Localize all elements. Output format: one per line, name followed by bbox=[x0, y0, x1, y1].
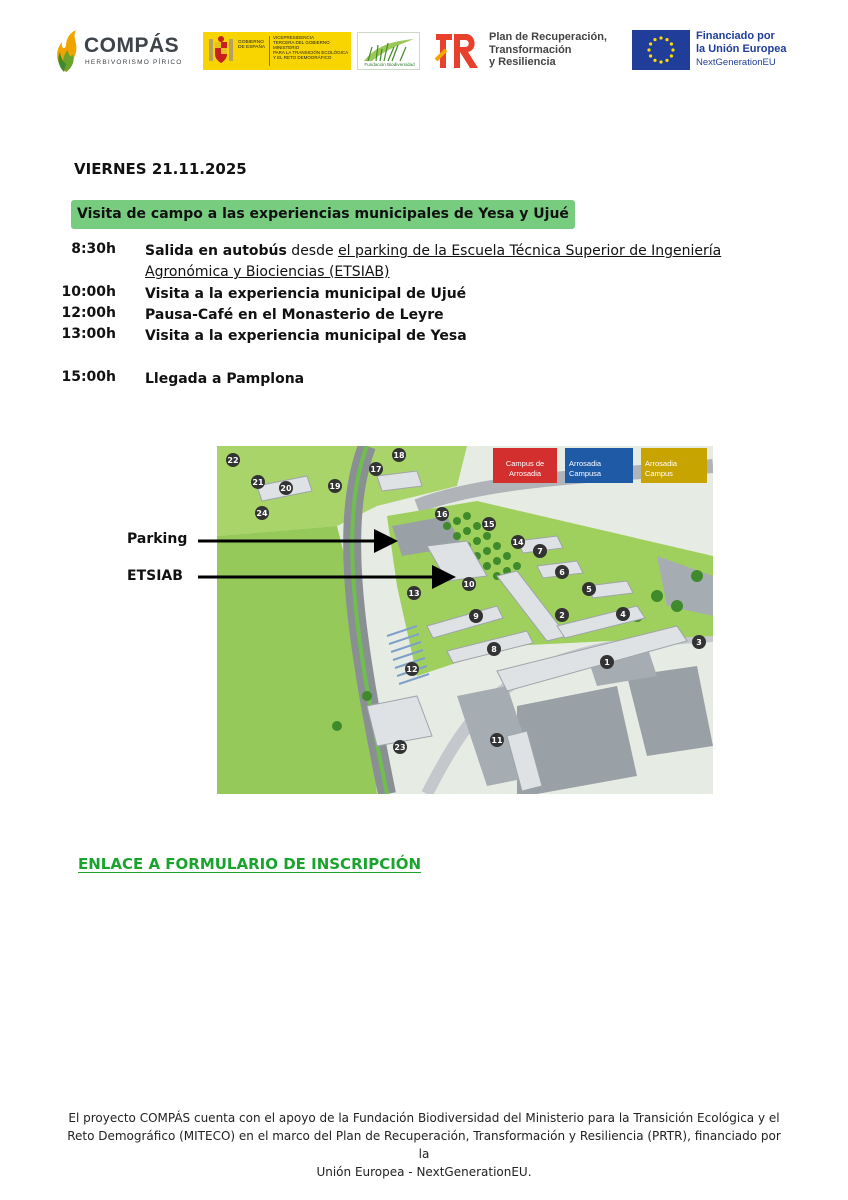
building-number: 20 bbox=[280, 484, 292, 493]
fundacion-label: Fundación Biodiversidad bbox=[364, 62, 415, 67]
schedule-desc bbox=[145, 284, 466, 305]
schedule-desc bbox=[145, 326, 467, 347]
prtr-r-icon bbox=[432, 30, 484, 72]
schedule-time: 13:00h bbox=[61, 326, 116, 342]
eu-line3: NextGenerationEU bbox=[696, 57, 776, 68]
building-number: 12 bbox=[406, 665, 418, 674]
eu-line1: Financiado por bbox=[696, 30, 775, 42]
ministerio-line: MINISTERIO bbox=[273, 45, 300, 51]
footer bbox=[60, 1109, 788, 1181]
badge-label: Campus bbox=[645, 469, 673, 478]
parking-link[interactable]: el parking de la Escuela Técnica Superior de Ingeniería bbox=[338, 243, 722, 259]
building-number: 21 bbox=[252, 478, 264, 487]
schedule-time: 12:00h bbox=[61, 305, 116, 321]
campus-badges bbox=[493, 448, 707, 483]
footer-line: El proyecto COMPÁS cuenta con el apoyo de la Fundación Biodiversidad del Ministerio para la Transición Ecológica y el bbox=[68, 1111, 780, 1125]
schedule-desc bbox=[145, 369, 304, 390]
building-number: 9 bbox=[473, 612, 479, 621]
compas-tagline: HERBIVORISMO PÍRICO bbox=[85, 59, 183, 66]
building-number: 11 bbox=[491, 736, 503, 745]
building-number: 17 bbox=[370, 465, 382, 474]
parking-label: Parking bbox=[127, 531, 188, 547]
schedule-desc-bold: Salida en autobús bbox=[145, 243, 287, 259]
gobierno-logo bbox=[203, 32, 351, 70]
gobierno-divider bbox=[269, 36, 270, 66]
prtr-text bbox=[489, 31, 607, 69]
badge-label: Campus de bbox=[505, 459, 545, 468]
building-number: 13 bbox=[408, 589, 420, 598]
gobierno-text bbox=[238, 40, 266, 51]
ministerio-line: PARA LA TRANSICIÓN ECOLÓGICA bbox=[273, 50, 349, 56]
date-heading: VIERNES 21.11.2025 bbox=[74, 160, 247, 178]
ministerio-line: VICEPRESIDENCIA bbox=[273, 35, 315, 40]
ministerio-line: TERCERA DEL GOBIERNO bbox=[273, 40, 330, 46]
prtr-line: Plan de Recuperación, bbox=[489, 31, 607, 43]
building-number: 14 bbox=[512, 538, 524, 547]
schedule-desc bbox=[145, 305, 444, 326]
eu-title bbox=[696, 30, 786, 56]
prtr-line: Transformación bbox=[489, 43, 572, 56]
schedule-desc-normal: desde bbox=[286, 243, 339, 259]
building-number: 7 bbox=[537, 547, 543, 556]
building-number: 23 bbox=[394, 743, 406, 752]
building-number: 6 bbox=[559, 568, 565, 577]
footer-line: Reto Demográfico (MITECO) en el marco del Plan de Recuperación, Transformación y Resiliencia (PRTR), financiado por la bbox=[67, 1129, 781, 1161]
footer-line: Unión Europea - NextGenerationEU. bbox=[316, 1165, 532, 1179]
badge-label: Arrosadia bbox=[508, 469, 542, 478]
compas-name: COMPÁS bbox=[84, 34, 180, 57]
building-number: 15 bbox=[483, 520, 495, 529]
gobierno-text-value: GOBIERNO DE ESPAÑA bbox=[238, 40, 266, 51]
eu-line2: la Unión Europea bbox=[696, 43, 787, 55]
schedule-desc-bold: Pausa-Café en el Monasterio de Leyre bbox=[145, 307, 444, 323]
eu-logo bbox=[632, 30, 802, 70]
building-number: 10 bbox=[463, 580, 475, 589]
schedule-time: 10:00h bbox=[61, 284, 116, 300]
parking-link-cont[interactable]: Agronómica y Biociencias (ETSIAB) bbox=[145, 264, 390, 280]
building-number: 5 bbox=[586, 585, 592, 594]
building-number: 8 bbox=[491, 645, 497, 654]
etsiab-label: ETSIAB bbox=[127, 568, 183, 584]
building-number: 1 bbox=[604, 658, 610, 667]
building-number: 19 bbox=[329, 482, 341, 491]
badge-label: Arrosadia bbox=[645, 459, 678, 468]
eu-flag-icon bbox=[632, 30, 690, 70]
registration-form-link[interactable]: ENLACE A FORMULARIO DE INSCRIPCIÓN bbox=[78, 855, 422, 873]
badge-label: Campusa bbox=[569, 469, 602, 478]
schedule-time: 15:00h bbox=[61, 369, 116, 385]
ministerio-line: Y EL RETO DEMOGRÁFICO bbox=[273, 55, 332, 61]
coat-of-arms-icon bbox=[207, 36, 235, 66]
schedule-desc bbox=[145, 241, 721, 283]
grass-icon bbox=[358, 35, 419, 63]
schedule-time: 8:30h bbox=[71, 241, 116, 257]
building-number: 3 bbox=[696, 638, 702, 647]
prtr-logo bbox=[432, 30, 632, 72]
prtr-line: y Resiliencia bbox=[489, 56, 556, 69]
building-number: 18 bbox=[393, 451, 405, 460]
building-number: 4 bbox=[620, 610, 626, 619]
schedule-desc-bold: Visita a la experiencia municipal de Ujué bbox=[145, 286, 467, 302]
campus-map bbox=[217, 446, 713, 794]
activity-banner: Visita de campo a las experiencias municipales de Yesa y Ujué bbox=[71, 200, 575, 229]
flame-icon bbox=[52, 28, 82, 74]
schedule-desc-bold: Visita a la experiencia municipal de Yesa bbox=[145, 328, 467, 344]
compas-logo bbox=[52, 28, 182, 74]
fundacion-biodiversidad-logo bbox=[357, 32, 420, 70]
building-number: 2 bbox=[559, 611, 565, 620]
ministerio-text bbox=[273, 35, 348, 60]
building-number: 24 bbox=[256, 509, 268, 518]
building-number: 16 bbox=[436, 510, 448, 519]
building-number: 22 bbox=[227, 456, 239, 465]
schedule-desc-bold: Llegada a Pamplona bbox=[145, 371, 305, 387]
badge-label: Arrosadia bbox=[569, 459, 602, 468]
